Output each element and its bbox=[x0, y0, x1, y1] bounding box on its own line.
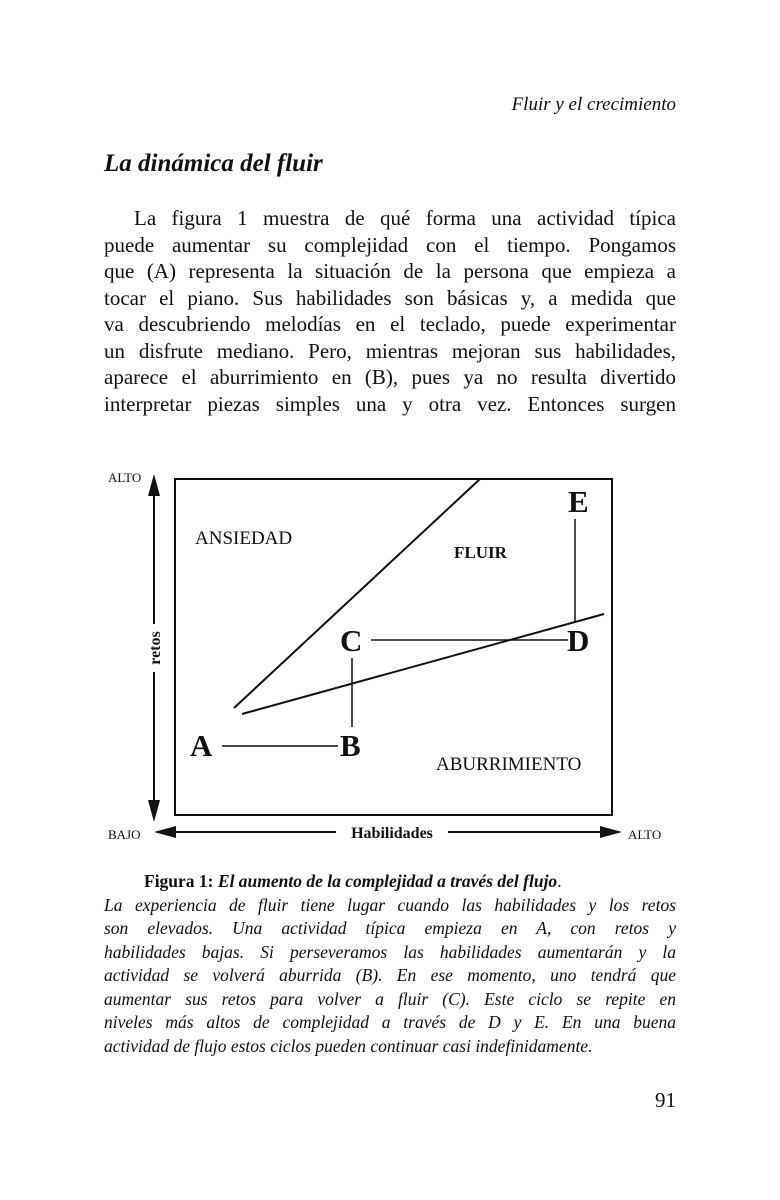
caption-line: actividad se volverá aburrida (B). En ese momento, uno tendrá que bbox=[104, 965, 676, 985]
boredom-boundary-line bbox=[242, 614, 604, 714]
point-label-d: D bbox=[567, 623, 590, 658]
caption-heading bbox=[104, 870, 676, 894]
caption-label: Figura 1: bbox=[144, 871, 214, 891]
caption-title-end: . bbox=[557, 871, 562, 891]
x-axis-label: Habilidades bbox=[351, 825, 433, 842]
point-label-b: B bbox=[340, 728, 361, 763]
x-axis-right-label: ALTO bbox=[628, 827, 662, 842]
point-label-a: A bbox=[190, 728, 213, 763]
body-line: un disfrute mediano. Pero, mientras mejoran sus habilidades, bbox=[104, 338, 676, 363]
body-line: puede aumentar su complejidad con el tiempo. Pongamos bbox=[104, 232, 676, 257]
arrow-left-icon bbox=[154, 826, 176, 838]
anxiety-boundary-line bbox=[234, 479, 480, 708]
y-axis-label: retos bbox=[147, 631, 164, 665]
caption-title: El aumento de la complejidad a través del flujo bbox=[217, 871, 558, 891]
body-paragraph bbox=[104, 205, 676, 417]
caption-line: actividad de flujo estos ciclos pueden continuar casi indefinidamente. bbox=[104, 1035, 593, 1056]
region-label-boredom: ABURRIMIENTO bbox=[436, 754, 582, 775]
body-line: que (A) representa la situación de la persona que empieza a bbox=[104, 259, 676, 283]
body-line: va descubriendo melodías en el teclado, puede experimentar bbox=[104, 312, 676, 336]
caption-line: La experiencia de fluir tiene lugar cuando las habilidades y los retos bbox=[104, 894, 676, 915]
arrow-up-icon bbox=[148, 474, 160, 496]
page-number: 91 bbox=[655, 1088, 676, 1112]
figure-caption bbox=[104, 870, 676, 1058]
y-axis-bottom-label: BAJO bbox=[108, 827, 141, 842]
point-label-c: C bbox=[340, 623, 363, 658]
body-line: aparece el aburrimiento en (B), pues ya no resulta divertido bbox=[104, 365, 676, 389]
caption-line: niveles más altos de complejidad a través de D y E. En una buena bbox=[104, 1012, 676, 1032]
arrow-right-icon bbox=[600, 826, 622, 838]
section-title: La dinámica del fluir bbox=[104, 150, 323, 177]
running-head: Fluir y el crecimiento bbox=[511, 94, 676, 115]
caption-line: son elevados. Una actividad típica empieza en A, con retos y bbox=[104, 918, 676, 938]
y-axis-top-label: ALTO bbox=[108, 470, 142, 485]
region-label-flow: FLUIR bbox=[454, 543, 507, 562]
caption-line: habilidades bajas. Si perseveramos las habilidades aumentarán y la bbox=[104, 941, 676, 962]
region-label-anxiety: ANSIEDAD bbox=[195, 528, 293, 549]
body-line: interpretar piezas simples una y otra vez. Entonces surgen bbox=[104, 391, 676, 416]
caption-line: aumentar sus retos para volver a fluir (C). Este ciclo se repite en bbox=[104, 988, 676, 1009]
arrow-down-icon bbox=[148, 800, 160, 822]
body-line: tocar el piano. Sus habilidades son básicas y, a medida que bbox=[104, 285, 676, 310]
flow-diagram bbox=[98, 462, 680, 846]
point-label-e: E bbox=[568, 484, 589, 519]
body-line: La figura 1 muestra de qué forma una actividad típica bbox=[134, 206, 676, 230]
